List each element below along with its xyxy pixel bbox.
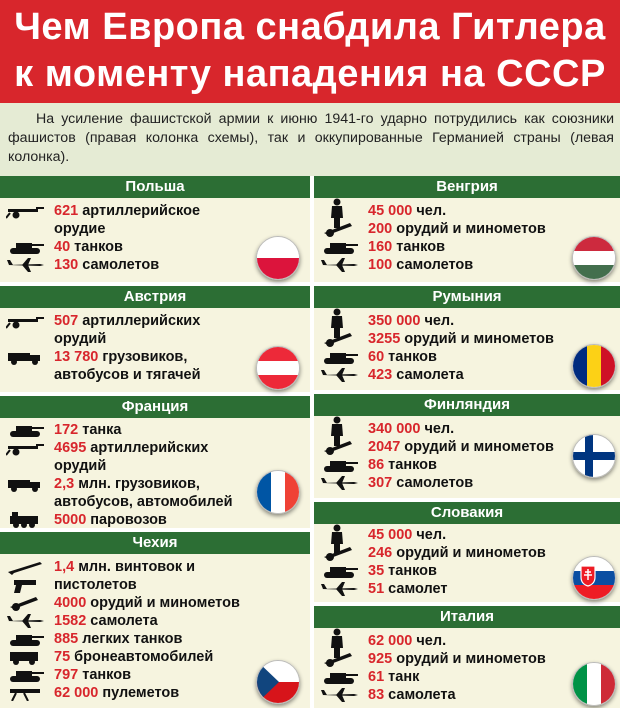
stat-number: 925 xyxy=(368,651,393,667)
stat-label: артиллерийских xyxy=(78,313,201,329)
stat-number: 86 xyxy=(368,457,385,473)
stat-number: 340 000 xyxy=(368,421,421,437)
stat-number: 100 xyxy=(368,257,393,273)
country-name: Италия xyxy=(314,606,620,628)
stat-label: самолета xyxy=(392,367,464,383)
stat-number: 60 xyxy=(368,349,385,365)
armored-car-icon xyxy=(6,649,46,665)
france-flag-icon xyxy=(256,470,300,514)
stat-number: 2047 xyxy=(368,439,401,455)
cannon-icon xyxy=(320,545,360,561)
stat-label: автобусов и тягачей xyxy=(54,367,201,383)
tank-icon xyxy=(6,631,46,647)
czech-flag-icon xyxy=(256,660,300,704)
stat-number: 62 000 xyxy=(368,633,413,649)
stat-label: млн. грузовиков, xyxy=(74,476,200,492)
stat-number: 45 000 xyxy=(368,527,413,543)
truck-icon xyxy=(6,476,46,492)
romania-flag-icon xyxy=(572,344,616,388)
stat-number: 83 xyxy=(368,687,385,703)
stat-label: самолетов xyxy=(392,475,474,491)
country-name: Венгрия xyxy=(314,176,620,198)
stat-row xyxy=(0,202,310,220)
stat-label: чел. xyxy=(420,421,455,437)
stat-label: самолета xyxy=(86,613,158,629)
country-card-italy xyxy=(314,606,620,708)
stat-label: орудий и минометов xyxy=(392,651,546,667)
airplane-icon xyxy=(320,687,360,703)
stat-number: 130 xyxy=(54,257,79,273)
country-name: Австрия xyxy=(0,286,310,308)
stat-label: танков xyxy=(70,239,123,255)
stat-label: самолета xyxy=(384,687,456,703)
stat-label: танков xyxy=(384,457,437,473)
airplane-icon xyxy=(6,613,46,629)
cannon-icon xyxy=(320,651,360,667)
stat-number: 51 xyxy=(368,581,385,597)
stat-row xyxy=(314,220,620,238)
stat-label: самолетов xyxy=(392,257,474,273)
stat-number: 160 xyxy=(368,239,393,255)
stat-label: чел. xyxy=(412,633,447,649)
airplane-icon xyxy=(6,257,46,273)
finland-flag-icon xyxy=(572,434,616,478)
cannon-icon xyxy=(320,331,360,347)
stat-row xyxy=(0,612,310,630)
stat-row xyxy=(0,312,310,330)
stat-label: грузовиков, xyxy=(98,349,188,365)
hungary-flag-icon xyxy=(572,236,616,280)
stat-label: паровозов xyxy=(86,512,167,528)
stat-number: 797 xyxy=(54,667,79,683)
stat-label: орудие xyxy=(54,221,106,237)
stat-number: 45 000 xyxy=(368,203,413,219)
stat-label: чел. xyxy=(420,313,455,329)
stat-number: 885 xyxy=(54,631,79,647)
tank-icon xyxy=(320,563,360,579)
stat-number: 200 xyxy=(368,221,393,237)
stat-label: самолет xyxy=(384,581,448,597)
country-card-france xyxy=(0,396,310,528)
stat-label: чел. xyxy=(412,527,447,543)
pistol-icon xyxy=(6,577,46,593)
stat-label: пистолетов xyxy=(54,577,137,593)
country-card-czechia xyxy=(0,532,310,708)
country-name: Словакия xyxy=(314,502,620,524)
stat-number: 13 780 xyxy=(54,349,99,365)
title-line-2: к моменту нападения на СССР xyxy=(14,53,606,95)
stat-number: 75 xyxy=(54,649,71,665)
machine-gun-icon xyxy=(6,685,46,701)
cannon-icon xyxy=(320,439,360,455)
left-column xyxy=(0,176,310,708)
title-banner xyxy=(0,0,620,103)
stat-label: бронеавтомобилей xyxy=(70,649,214,665)
rifle-icon xyxy=(6,559,46,575)
stat-row xyxy=(0,220,310,238)
tank-icon xyxy=(6,239,46,255)
cannon-icon xyxy=(6,595,46,611)
italy-flag-icon xyxy=(572,662,616,706)
stat-number: 507 xyxy=(54,313,79,329)
stat-label: чел. xyxy=(412,203,447,219)
stat-row xyxy=(314,632,620,650)
stat-row xyxy=(314,526,620,544)
stat-number: 172 xyxy=(54,422,79,438)
airplane-icon xyxy=(320,475,360,491)
stat-row xyxy=(0,439,310,457)
tank-icon xyxy=(320,669,360,685)
stat-label: орудий и минометов xyxy=(400,331,554,347)
stat-number: 350 000 xyxy=(368,313,421,329)
stat-row xyxy=(0,421,310,439)
locomotive-icon xyxy=(6,512,46,528)
stat-label: орудий xyxy=(54,458,107,474)
intro-text: На усиление фашистской армии к июню 1941-го ударно потрудились как союзники фашистов (правая колонка схемы), так и оккупированные Германией страны (левая колонка). xyxy=(8,111,614,165)
stat-label: орудий xyxy=(54,331,107,347)
stat-row xyxy=(0,576,310,594)
stat-row xyxy=(0,630,310,648)
stat-number: 35 xyxy=(368,563,385,579)
stat-row xyxy=(314,202,620,220)
stat-row xyxy=(314,312,620,330)
stat-row xyxy=(0,594,310,612)
stat-row xyxy=(0,330,310,348)
stat-row xyxy=(0,558,310,576)
stat-label: танков xyxy=(392,239,445,255)
stat-label: танка xyxy=(78,422,122,438)
country-name: Франция xyxy=(0,396,310,418)
tank-icon xyxy=(6,422,46,438)
stat-number: 423 xyxy=(368,367,393,383)
coat-of-arms-icon xyxy=(580,565,596,587)
stat-label: танк xyxy=(384,669,420,685)
stat-number: 2,3 xyxy=(54,476,75,492)
country-card-poland xyxy=(0,176,310,282)
stat-number: 1582 xyxy=(54,613,87,629)
country-name: Румыния xyxy=(314,286,620,308)
airplane-icon xyxy=(320,257,360,273)
stat-label: орудий и минометов xyxy=(400,439,554,455)
artillery-icon xyxy=(6,440,46,456)
stat-number: 1,4 xyxy=(54,559,75,575)
cannon-icon xyxy=(320,221,360,237)
country-card-slovakia xyxy=(314,502,620,602)
stat-label: самолетов xyxy=(78,257,160,273)
stat-number: 307 xyxy=(368,475,393,491)
stat-row xyxy=(0,511,310,529)
stat-number: 246 xyxy=(368,545,393,561)
stat-number: 5000 xyxy=(54,512,87,528)
stat-number: 4695 xyxy=(54,440,87,456)
stat-label: орудий и минометов xyxy=(86,595,240,611)
stat-number: 621 xyxy=(54,203,79,219)
stat-label: пулеметов xyxy=(98,685,180,701)
stat-label: танков xyxy=(78,667,131,683)
truck-icon xyxy=(6,349,46,365)
stat-number: 4000 xyxy=(54,595,87,611)
artillery-icon xyxy=(6,203,46,219)
right-column xyxy=(314,176,620,708)
country-card-austria xyxy=(0,286,310,392)
country-name: Финляндия xyxy=(314,394,620,416)
stat-label: артиллерийское xyxy=(78,203,201,219)
airplane-icon xyxy=(320,581,360,597)
airplane-icon xyxy=(320,367,360,383)
tank-icon xyxy=(6,667,46,683)
intro-block xyxy=(0,103,620,176)
country-name: Польша xyxy=(0,176,310,198)
title-line-1: Чем Европа снабдила Гитлера xyxy=(14,6,606,48)
poland-flag-icon xyxy=(256,236,300,280)
stat-label: артиллерийских xyxy=(86,440,209,456)
stat-number: 61 xyxy=(368,669,385,685)
tank-icon xyxy=(320,457,360,473)
stat-label: орудий и минометов xyxy=(392,545,546,561)
stat-label: орудий и минометов xyxy=(392,221,546,237)
stat-label: танков xyxy=(384,349,437,365)
austria-flag-icon xyxy=(256,346,300,390)
country-card-finland xyxy=(314,394,620,498)
stat-label: млн. винтовок и xyxy=(74,559,196,575)
country-card-hungary xyxy=(314,176,620,282)
stat-number: 40 xyxy=(54,239,71,255)
stat-label: автобусов, автомобилей xyxy=(54,494,233,510)
stat-number: 3255 xyxy=(368,331,401,347)
stat-label: танков xyxy=(384,563,437,579)
stat-label: легких танков xyxy=(78,631,183,647)
tank-icon xyxy=(320,239,360,255)
slovakia-flag-icon xyxy=(572,556,616,600)
country-name: Чехия xyxy=(0,532,310,554)
stat-number: 62 000 xyxy=(54,685,99,701)
artillery-icon xyxy=(6,313,46,329)
country-card-romania xyxy=(314,286,620,390)
tank-icon xyxy=(320,349,360,365)
